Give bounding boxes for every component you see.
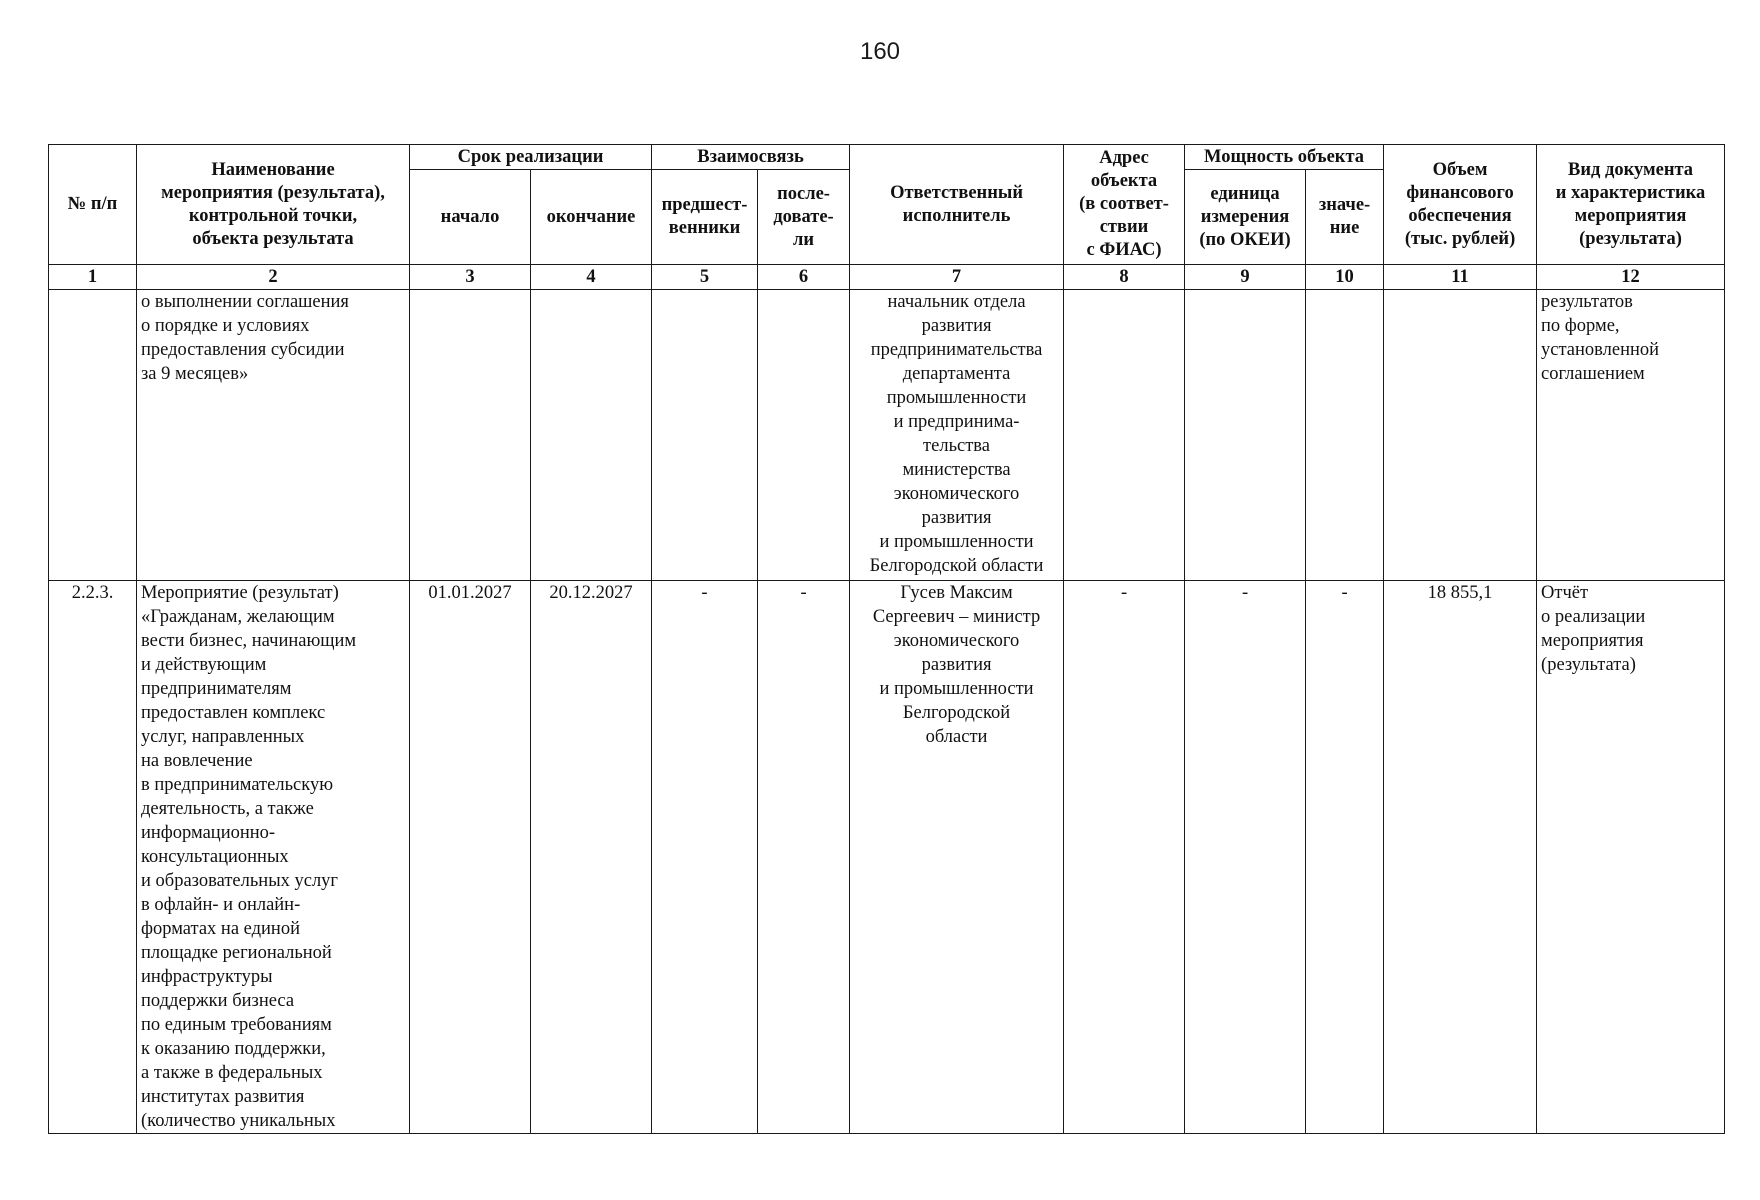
row-end: 20.12.2027 xyxy=(531,581,652,1134)
page-number: 160 xyxy=(859,38,901,65)
row-prev xyxy=(652,290,758,581)
header-relation-next: после- довате- ли xyxy=(758,170,850,265)
row-address: - xyxy=(1064,581,1185,1134)
header-num: № п/п xyxy=(49,145,137,265)
column-number: 2 xyxy=(137,265,410,290)
column-number: 8 xyxy=(1064,265,1185,290)
row-prev: - xyxy=(652,581,758,1134)
row-unit: - xyxy=(1185,581,1306,1134)
column-number: 11 xyxy=(1384,265,1537,290)
row-doc: результатов по форме, установленной соглашением xyxy=(1537,290,1725,581)
row-end xyxy=(531,290,652,581)
table-row xyxy=(49,581,1725,1134)
header-capacity-value: значе- ние xyxy=(1306,170,1384,265)
header-finance: Объем финансового обеспечения (тыс. рублей) xyxy=(1384,145,1537,265)
column-number: 1 xyxy=(49,265,137,290)
row-start xyxy=(410,290,531,581)
header-capacity-unit: единица измерения (по ОКЕИ) xyxy=(1185,170,1306,265)
row-value: - xyxy=(1306,581,1384,1134)
row-next xyxy=(758,290,850,581)
header-period: Срок реализации xyxy=(410,145,652,170)
header-relation-prev: предшест- венники xyxy=(652,170,758,265)
row-start: 01.01.2027 xyxy=(410,581,531,1134)
header-name: Наименование мероприятия (результата), контрольной точки, объекта результата xyxy=(137,145,410,265)
row-finance xyxy=(1384,290,1537,581)
row-value xyxy=(1306,290,1384,581)
column-number: 12 xyxy=(1537,265,1725,290)
column-number: 9 xyxy=(1185,265,1306,290)
column-number: 3 xyxy=(410,265,531,290)
row-finance: 18 855,1 xyxy=(1384,581,1537,1134)
header-address: Адрес объекта (в соответ- ствии с ФИАС) xyxy=(1064,145,1185,265)
activities-table xyxy=(48,144,1725,1134)
row-unit xyxy=(1185,290,1306,581)
row-next: - xyxy=(758,581,850,1134)
row-responsible: начальник отдела развития предпринимательства департамента промышленности и предпринима- тельства министерства экономического развития и промышленности Белгородской области xyxy=(850,290,1064,581)
header-period-start: начало xyxy=(410,170,531,265)
row-name: о выполнении соглашения о порядке и условиях предоставления субсидии за 9 месяцев» xyxy=(137,290,410,581)
row-responsible: Гусев Максим Сергеевич – министр экономического развития и промышленности Белгородской области xyxy=(850,581,1064,1134)
column-number: 5 xyxy=(652,265,758,290)
column-number: 7 xyxy=(850,265,1064,290)
header-doc-type: Вид документа и характеристика мероприятия (результата) xyxy=(1537,145,1725,265)
header-period-end: окончание xyxy=(531,170,652,265)
table-row xyxy=(49,290,1725,581)
header-capacity: Мощность объекта xyxy=(1185,145,1384,170)
row-address xyxy=(1064,290,1185,581)
column-number: 6 xyxy=(758,265,850,290)
row-num: 2.2.3. xyxy=(49,581,137,1134)
header-responsible: Ответственный исполнитель xyxy=(850,145,1064,265)
column-number: 10 xyxy=(1306,265,1384,290)
row-num xyxy=(49,290,137,581)
row-doc: Отчёт о реализации мероприятия (результата) xyxy=(1537,581,1725,1134)
header-relation: Взаимосвязь xyxy=(652,145,850,170)
row-name: Мероприятие (результат) «Гражданам, желающим вести бизнес, начинающим и действующим предпринимателям предоставлен комплекс услуг, направленных на вовлечение в предпринимательскую деятельность, а также информационно- консультационных и образовательных услуг в офлайн- и онлайн- форматах на единой площадке региональной инфраструктуры поддержки бизнеса по единым требованиям к оказанию поддержки, а также в федеральных институтах развития (количество уникальных xyxy=(137,581,410,1134)
column-number: 4 xyxy=(531,265,652,290)
column-number-row xyxy=(49,265,1725,290)
